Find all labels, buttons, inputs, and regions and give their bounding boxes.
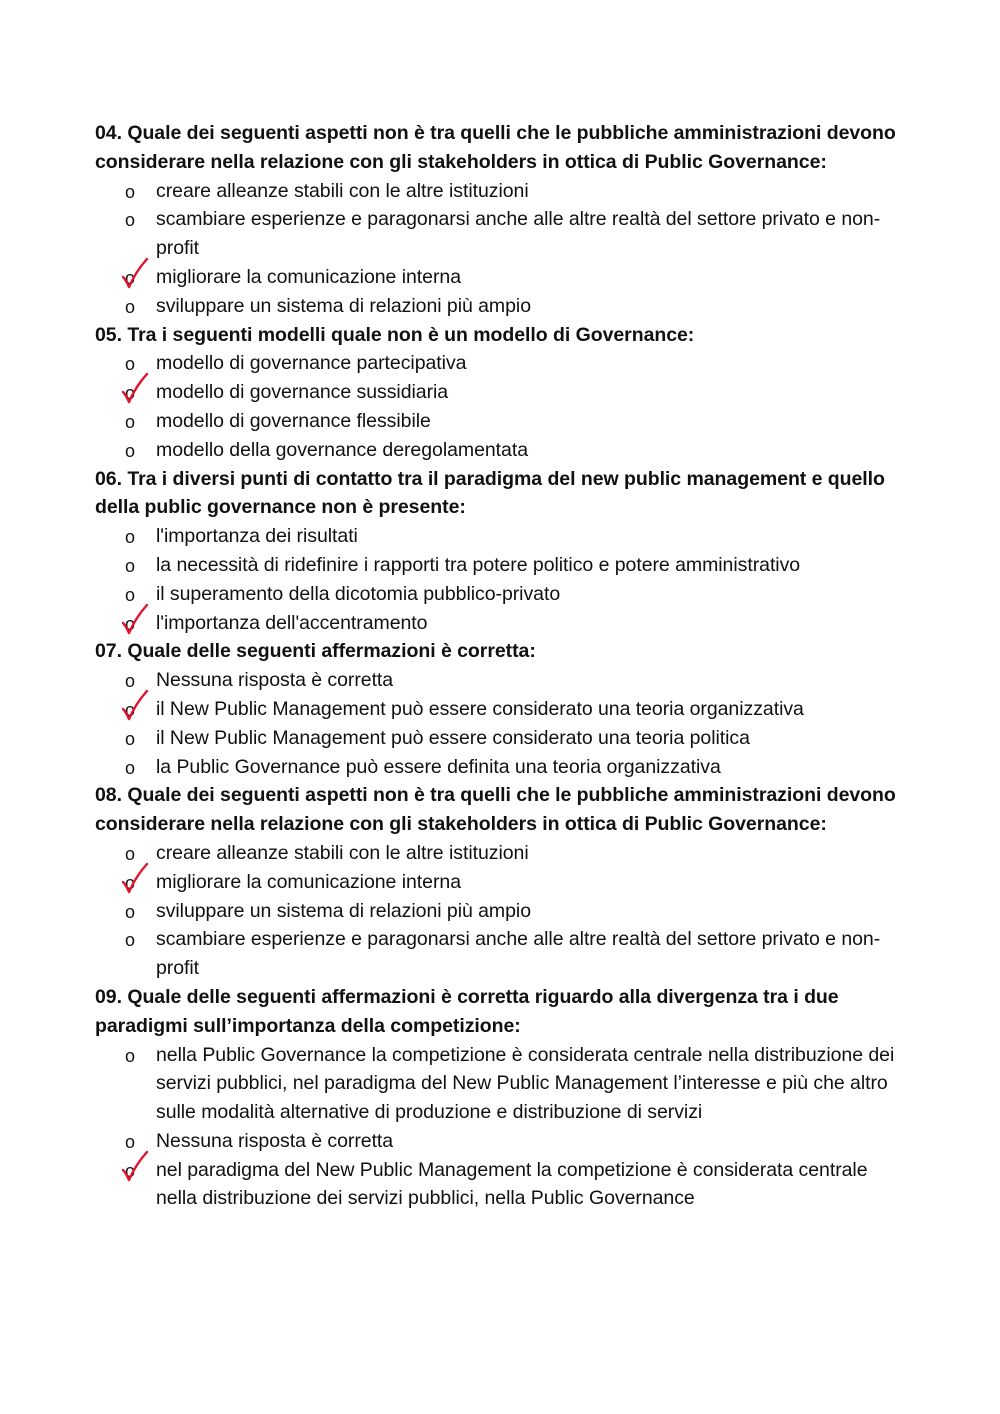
answer-options	[95, 522, 905, 637]
answer-option-checked	[95, 263, 905, 292]
question-block	[95, 983, 905, 1213]
question-text: 07. Quale delle seguenti affermazioni è corretta:	[95, 640, 536, 663]
answer-text: modello di governance partecipativa	[156, 352, 467, 375]
circle-bullet-icon: o	[125, 901, 135, 922]
answer-text: Nessuna risposta è corretta	[156, 669, 394, 692]
checkmark-stroke	[123, 1152, 147, 1180]
circle-bullet-icon: o	[125, 1131, 135, 1152]
answer-option	[95, 666, 905, 695]
answer-option	[95, 897, 905, 926]
question-block	[95, 465, 905, 638]
circle-bullet-icon: o	[125, 699, 135, 720]
answer-option	[95, 839, 905, 868]
answer-text: modello di governance flessibile	[156, 409, 431, 432]
answer-option-checked	[95, 378, 905, 407]
circle-bullet-icon: o	[125, 1160, 135, 1181]
circle-bullet-icon: o	[125, 440, 135, 461]
checkmark-stroke	[123, 691, 147, 719]
answer-option-checked	[95, 1156, 905, 1214]
checkmark-stroke	[123, 605, 147, 633]
answer-text: sviluppare un sistema di relazioni più ampio	[156, 294, 531, 317]
answer-text: modello di governance sussidiaria	[156, 381, 449, 404]
circle-bullet-icon: o	[125, 555, 135, 576]
circle-bullet-icon: o	[125, 930, 135, 951]
answer-options	[95, 839, 905, 983]
checkmark-stroke	[123, 259, 147, 287]
answer-text: scambiare esperienze e paragonarsi anche alle altre realtà del settore privato e non-profit	[156, 928, 881, 980]
answer-option	[95, 724, 905, 753]
red-checkmark-icon	[119, 603, 149, 635]
question-block	[95, 321, 905, 465]
quiz-content	[95, 119, 905, 1213]
circle-bullet-icon: o	[125, 757, 135, 778]
circle-bullet-icon: o	[125, 267, 135, 288]
checkmark-stroke	[123, 864, 147, 892]
answer-option	[95, 177, 905, 206]
answer-text: nella Public Governance la competizione è considerata centrale nella distribuzione dei servizi pubblici, nel paradigma del New Public Management l’interesse e più che altro sulle modalità alternative di produzione e distribuzione di servizi	[156, 1043, 895, 1124]
answer-option	[95, 551, 905, 580]
circle-bullet-icon: o	[125, 613, 135, 634]
question-text: 05. Tra i seguenti modelli quale non è un modello di Governance:	[95, 323, 695, 346]
circle-bullet-icon: o	[125, 296, 135, 317]
red-checkmark-icon	[119, 862, 149, 894]
answer-option	[95, 292, 905, 321]
circle-bullet-icon: o	[125, 728, 135, 749]
circle-bullet-icon: o	[125, 1045, 135, 1066]
answer-text: creare alleanze stabili con le altre istituzioni	[156, 179, 529, 202]
circle-bullet-icon: o	[125, 671, 135, 692]
answer-text: l'importanza dei risultati	[156, 525, 358, 548]
answer-options	[95, 177, 905, 321]
answer-option-checked	[95, 695, 905, 724]
question-text: 08. Quale dei seguenti aspetti non è tra quelli che le pubbliche amministrazioni devono considerare nella relazione con gli stakeholders in ottica di Public Governance:	[95, 784, 896, 836]
answer-options	[95, 349, 905, 464]
answer-text: la necessità di ridefinire i rapporti tra potere politico e potere amministrativo	[156, 553, 801, 576]
answer-option	[95, 522, 905, 551]
question-text: 09. Quale delle seguenti affermazioni è corretta riguardo alla divergenza tra i due paradigmi sull’importanza della competizione:	[95, 985, 839, 1037]
answer-text: la Public Governance può essere definita una teoria organizzativa	[156, 755, 721, 778]
question-block	[95, 781, 905, 983]
red-checkmark-icon	[119, 1150, 149, 1182]
answer-option	[95, 925, 905, 983]
question-text: 04. Quale dei seguenti aspetti non è tra quelli che le pubbliche amministrazioni devono considerare nella relazione con gli stakeholders in ottica di Public Governance:	[95, 122, 896, 173]
circle-bullet-icon: o	[125, 584, 135, 605]
answer-option	[95, 436, 905, 465]
answer-option	[95, 753, 905, 782]
circle-bullet-icon: o	[125, 411, 135, 432]
answer-text: migliorare la comunicazione interna	[156, 870, 461, 893]
question-text: 06. Tra i diversi punti di contatto tra il paradigma del new public management e quello della public governance non è presente:	[95, 467, 885, 519]
answer-option-checked	[95, 609, 905, 638]
answer-text: scambiare esperienze e paragonarsi anche alle altre realtà del settore privato e non-profit	[156, 208, 881, 260]
circle-bullet-icon: o	[125, 872, 135, 893]
red-checkmark-icon	[119, 689, 149, 721]
answer-option	[95, 1041, 905, 1127]
circle-bullet-icon: o	[125, 210, 135, 231]
answer-text: l'importanza dell'accentramento	[156, 611, 428, 634]
answer-text: modello della governance deregolamentata	[156, 438, 529, 461]
circle-bullet-icon: o	[125, 527, 135, 548]
answer-text: sviluppare un sistema di relazioni più ampio	[156, 899, 531, 922]
red-checkmark-icon	[119, 257, 149, 289]
circle-bullet-icon: o	[125, 181, 135, 202]
red-checkmark-icon	[119, 372, 149, 404]
circle-bullet-icon: o	[125, 843, 135, 864]
answer-text: nel paradigma del New Public Management la competizione è considerata centrale nella distribuzione dei servizi pubblici, nella Public Governance	[156, 1158, 868, 1210]
answer-options	[95, 666, 905, 781]
answer-option	[95, 349, 905, 378]
answer-option	[95, 1127, 905, 1156]
answer-text: il superamento della dicotomia pubblico-privato	[156, 582, 561, 605]
answer-option	[95, 205, 905, 263]
answer-text: Nessuna risposta è corretta	[156, 1129, 394, 1152]
answer-text: il New Public Management può essere considerato una teoria organizzativa	[156, 697, 804, 720]
answer-text: creare alleanze stabili con le altre istituzioni	[156, 841, 529, 864]
checkmark-stroke	[123, 374, 147, 402]
circle-bullet-icon: o	[125, 383, 135, 404]
answer-option	[95, 407, 905, 436]
question-block	[95, 119, 905, 321]
answer-text: il New Public Management può essere considerato una teoria politica	[156, 726, 750, 749]
answer-option	[95, 580, 905, 609]
answer-options	[95, 1041, 905, 1214]
answer-option-checked	[95, 868, 905, 897]
question-block	[95, 637, 905, 781]
circle-bullet-icon: o	[125, 354, 135, 375]
answer-text: migliorare la comunicazione interna	[156, 265, 461, 288]
